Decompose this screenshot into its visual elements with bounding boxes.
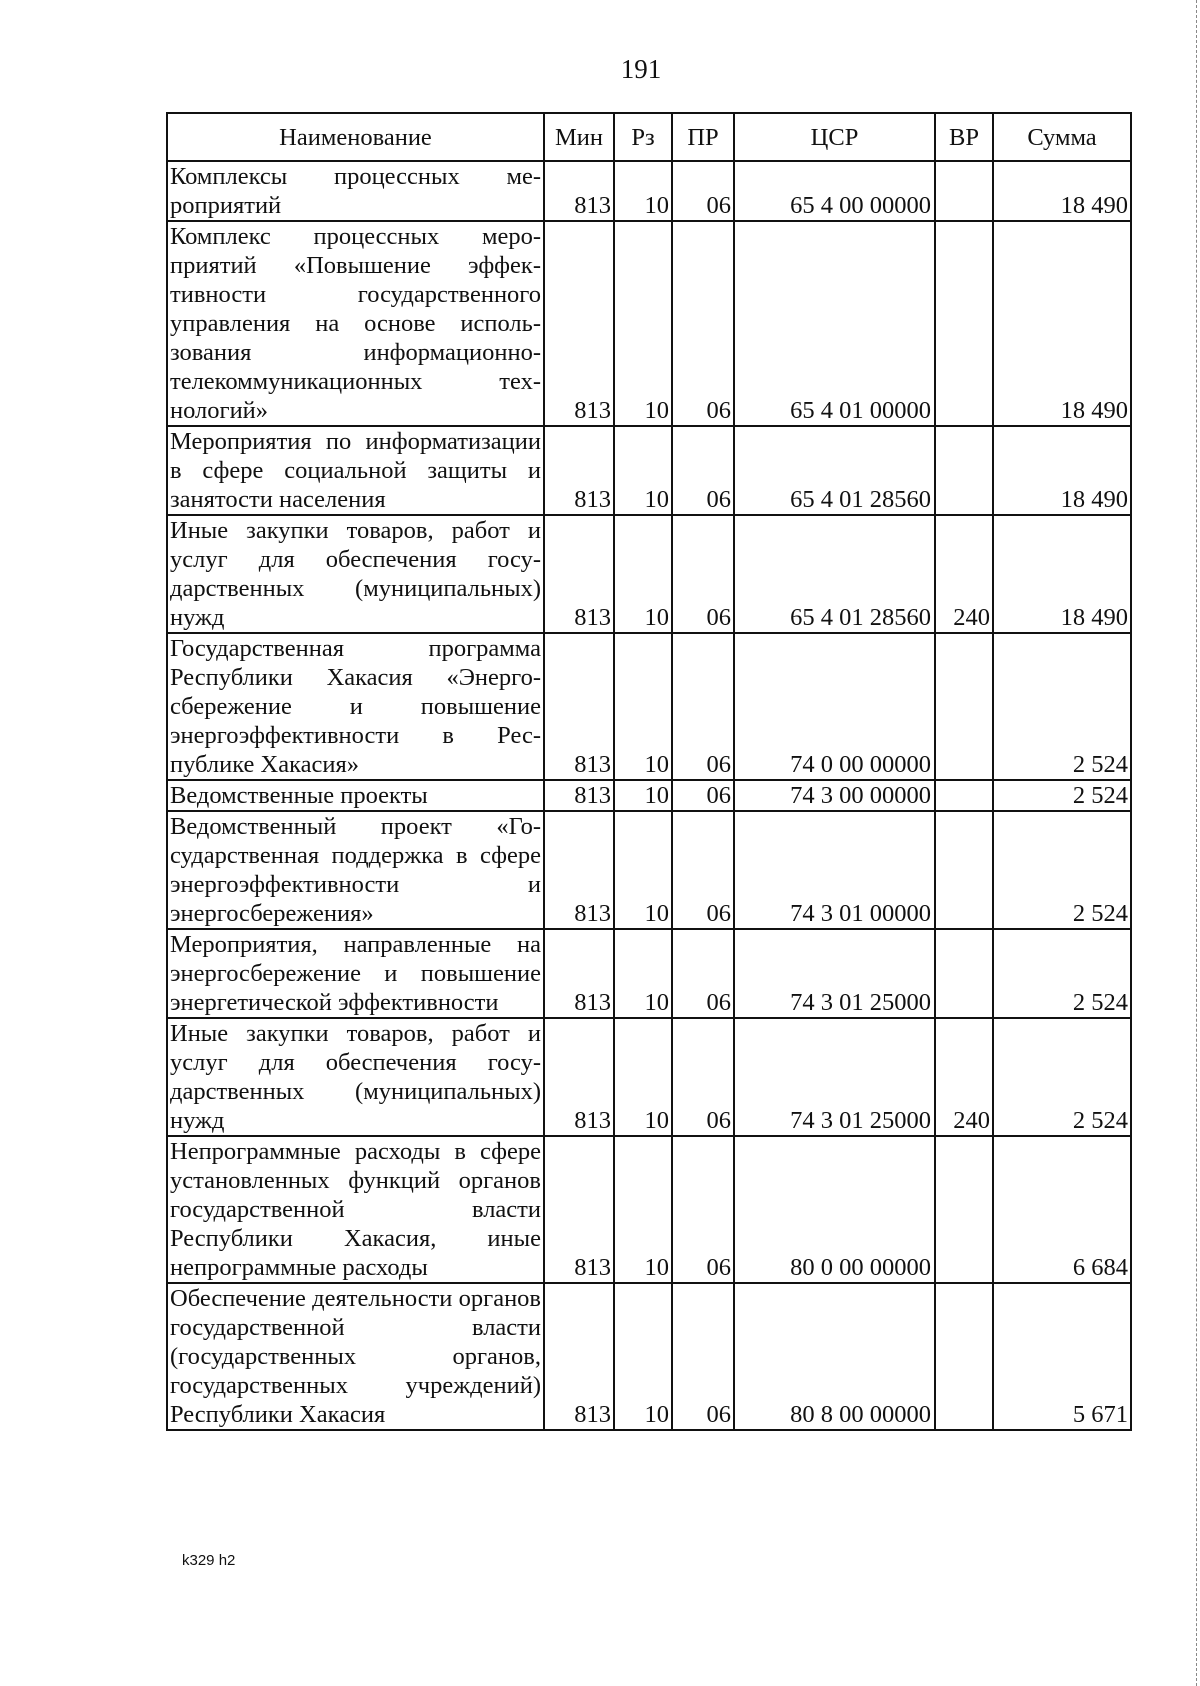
- cell-pr: 06: [672, 929, 734, 1018]
- cell-min: 813: [544, 929, 614, 1018]
- table-row: [167, 1136, 1131, 1283]
- cell-pr: 06: [672, 633, 734, 780]
- cell-name: Комплекс процессных мероприятий «Повышение эффективности государственного управления на основе использования информационно-телекоммуникационных технологий»: [167, 221, 544, 426]
- cell-sum: 6 684: [993, 1136, 1131, 1283]
- cell-min: 813: [544, 633, 614, 780]
- table-row: [167, 633, 1131, 780]
- cell-name: Мероприятия по информатизации в сфере социальной защиты и занятости населения: [167, 426, 544, 515]
- cell-name: Государственная программа Республики Хакасия «Энергосбережение и повышение энергоэффективности в Республике Хакасия»: [167, 633, 544, 780]
- cell-vr: [935, 1136, 993, 1283]
- cell-sum: 18 490: [993, 221, 1131, 426]
- cell-vr: [935, 633, 993, 780]
- cell-rz: 10: [614, 929, 672, 1018]
- cell-rz: 10: [614, 426, 672, 515]
- cell-pr: 06: [672, 515, 734, 633]
- cell-min: 813: [544, 1136, 614, 1283]
- cell-vr: [935, 221, 993, 426]
- table-row: [167, 221, 1131, 426]
- cell-sum: 18 490: [993, 515, 1131, 633]
- cell-rz: 10: [614, 633, 672, 780]
- cell-vr: [935, 1283, 993, 1430]
- header-name: Наименование: [167, 113, 544, 161]
- cell-pr: 06: [672, 1018, 734, 1136]
- cell-name: Обеспечение деятельности органов государственной власти (государственных органов, государственных учреждений) Республики Хакасия: [167, 1283, 544, 1430]
- cell-pr: 06: [672, 811, 734, 929]
- cell-csr: 65 4 01 28560: [734, 515, 935, 633]
- cell-csr: 80 0 00 00000: [734, 1136, 935, 1283]
- cell-vr: 240: [935, 515, 993, 633]
- cell-csr: 65 4 01 00000: [734, 221, 935, 426]
- cell-rz: 10: [614, 811, 672, 929]
- cell-name: Мероприятия, направленные на энергосбережение и повышение энергетической эффективности: [167, 929, 544, 1018]
- cell-sum: 2 524: [993, 929, 1131, 1018]
- header-pr: ПР: [672, 113, 734, 161]
- header-csr: ЦСР: [734, 113, 935, 161]
- cell-name: Ведомственный проект «Государственная поддержка в сфере энергоэффективности и энергосбережения»: [167, 811, 544, 929]
- cell-name: Комплексы процессных мероприятий: [167, 161, 544, 221]
- cell-pr: 06: [672, 221, 734, 426]
- cell-rz: 10: [614, 1283, 672, 1430]
- scan-edge: [1196, 0, 1200, 1686]
- header-sum: Сумма: [993, 113, 1131, 161]
- table-row: [167, 161, 1131, 221]
- budget-table: [166, 112, 1132, 1431]
- table-body: [167, 161, 1131, 1430]
- cell-pr: 06: [672, 1136, 734, 1283]
- cell-rz: 10: [614, 161, 672, 221]
- table-row: [167, 426, 1131, 515]
- cell-csr: 65 4 00 00000: [734, 161, 935, 221]
- cell-sum: 5 671: [993, 1283, 1131, 1430]
- cell-rz: 10: [614, 515, 672, 633]
- cell-sum: 2 524: [993, 811, 1131, 929]
- cell-sum: 18 490: [993, 161, 1131, 221]
- header-rz: Рз: [614, 113, 672, 161]
- table-row: [167, 811, 1131, 929]
- header-min: Мин: [544, 113, 614, 161]
- cell-sum: 2 524: [993, 780, 1131, 811]
- footer-code: k329 h2: [182, 1552, 236, 1569]
- table-row: [167, 929, 1131, 1018]
- table-header-row: [167, 113, 1131, 161]
- table-row: [167, 1018, 1131, 1136]
- cell-name: Иные закупки товаров, работ и услуг для обеспечения государственных (муниципальных) нужд: [167, 1018, 544, 1136]
- cell-csr: 65 4 01 28560: [734, 426, 935, 515]
- cell-name: Иные закупки товаров, работ и услуг для обеспечения государственных (муниципальных) нужд: [167, 515, 544, 633]
- cell-vr: [935, 929, 993, 1018]
- cell-csr: 80 8 00 00000: [734, 1283, 935, 1430]
- table-row: [167, 515, 1131, 633]
- cell-min: 813: [544, 161, 614, 221]
- cell-vr: [935, 161, 993, 221]
- cell-csr: 74 3 00 00000: [734, 780, 935, 811]
- cell-min: 813: [544, 1283, 614, 1430]
- cell-name: Ведомственные проекты: [167, 780, 544, 811]
- cell-name: Непрограммные расходы в сфере установленных функций органов государственной власти Республики Хакасия, иные непрограммные расходы: [167, 1136, 544, 1283]
- cell-pr: 06: [672, 780, 734, 811]
- header-vr: ВР: [935, 113, 993, 161]
- cell-sum: 18 490: [993, 426, 1131, 515]
- cell-min: 813: [544, 426, 614, 515]
- cell-min: 813: [544, 780, 614, 811]
- cell-min: 813: [544, 1018, 614, 1136]
- cell-pr: 06: [672, 161, 734, 221]
- cell-vr: [935, 426, 993, 515]
- cell-min: 813: [544, 515, 614, 633]
- cell-vr: 240: [935, 1018, 993, 1136]
- cell-rz: 10: [614, 221, 672, 426]
- cell-csr: 74 3 01 25000: [734, 1018, 935, 1136]
- cell-pr: 06: [672, 1283, 734, 1430]
- cell-rz: 10: [614, 1136, 672, 1283]
- cell-min: 813: [544, 811, 614, 929]
- table-row: [167, 1283, 1131, 1430]
- cell-csr: 74 3 01 25000: [734, 929, 935, 1018]
- cell-sum: 2 524: [993, 633, 1131, 780]
- cell-pr: 06: [672, 426, 734, 515]
- page-number: 191: [620, 54, 662, 84]
- cell-rz: 10: [614, 1018, 672, 1136]
- cell-rz: 10: [614, 780, 672, 811]
- cell-csr: 74 0 00 00000: [734, 633, 935, 780]
- cell-vr: [935, 811, 993, 929]
- cell-min: 813: [544, 221, 614, 426]
- cell-csr: 74 3 01 00000: [734, 811, 935, 929]
- table-row: [167, 780, 1131, 811]
- cell-vr: [935, 780, 993, 811]
- cell-sum: 2 524: [993, 1018, 1131, 1136]
